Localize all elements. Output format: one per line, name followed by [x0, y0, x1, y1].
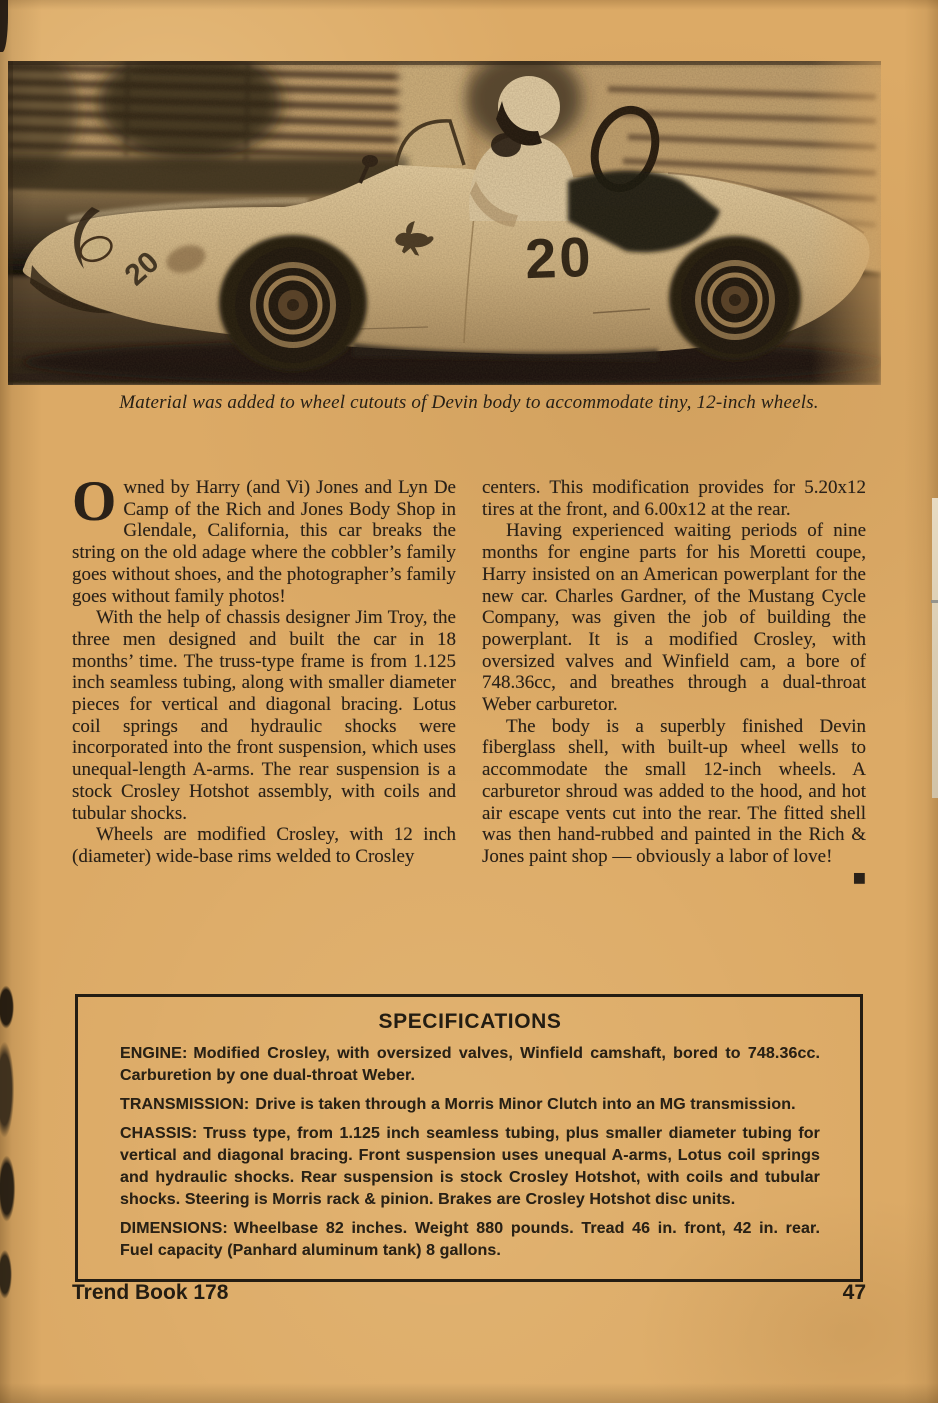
scan-edge-artifact: [932, 498, 938, 798]
race-car-photo-illustration: [8, 61, 881, 385]
end-of-article-mark: ■: [852, 869, 866, 886]
spec-text: Drive is taken through a Morris Minor Clutch into an MG transmission.: [255, 1096, 796, 1113]
spec-text: Truss type, from 1.125 inch seamless tubing, plus smaller diameter tubing for vertical and diagonal bracing. Front suspension uses unequal A-arms, Lotus coil springs and hydraulic shocks. Rear suspension is stock Crosley Hotshot, with coils and tubular shocks. Steering is Morris rack & pinion. Brakes are Crosley Hotshot disc units.: [120, 1125, 820, 1208]
drop-cap: O: [72, 470, 117, 533]
scan-edge-artifact: [0, 0, 8, 52]
footer-book-title: Trend Book 178: [72, 1281, 229, 1304]
article-paragraph: Wheels are modified Crosley, with 12 inch (diameter) wide-base rims welded to Crosley: [72, 824, 456, 867]
article-paragraph: The body is a superbly finished Devin fiberglass shell, with built-up wheel wells to accommodate the small 12-inch wheels. A carburetor shroud was added to the hood, and hot air escape vents cut into the rear. The fitted shell was then hand-rubbed and painted in the Rich & Jones paint shop — obviously a labor of love! ■: [482, 716, 866, 868]
page-footer: [72, 1281, 866, 1305]
spec-label: DIMENSIONS:: [120, 1220, 228, 1237]
footer-page-number: 47: [842, 1281, 866, 1304]
film-grain: [8, 61, 881, 385]
article-paragraph: Owned by Harry (and Vi) Jones and Lyn De Camp of the Rich and Jones Body Shop in Glendale, California, this car breaks the string on the old adage where the cobbler’s family goes without shoes, and the photographer’s family goes without family photos!: [72, 470, 456, 607]
article-column-right: [482, 477, 866, 889]
spec-entry: [120, 1218, 820, 1262]
scan-edge-artifact: [931, 600, 938, 603]
spec-entry: [120, 1123, 820, 1211]
article-paragraph: With the help of chassis designer Jim Troy, the three men designed and built the car in 18 months’ time. The truss-type frame is from 1.125 inch seamless tubing, along with smaller diameter pieces for vertical and diagonal bracing. Lotus coil springs and hydraulic shocks were incorporated into the front suspension, which uses unequal-length A-arms. The rear suspension is a stock Crosley Hotshot assembly, with coils and tubular shocks.: [72, 607, 456, 824]
article-column-left: [72, 470, 456, 889]
article-paragraph: Having experienced waiting periods of nine months for engine parts for his Moretti coupe, Harry insisted on an American powerplant for the new car. Charles Gardner, of the Mustang Cycle Company, was given the job of building the powerplant. It is a modified Crosley, with oversized valves and Winfield cam, a bore of 748.36cc, and breathes through a dual-throat Weber carburetor.: [482, 520, 866, 716]
spec-entry: [120, 1094, 820, 1116]
specifications-box: [75, 994, 863, 1282]
specifications-entries: [120, 1043, 820, 1262]
article-body: [72, 470, 866, 889]
specifications-title: SPECIFICATIONS: [378, 1010, 562, 1033]
magazine-photo: [8, 61, 881, 385]
photo-caption: Material was added to wheel cutouts of Devin body to accommodate tiny, 12-inch wheels.: [119, 392, 819, 413]
spec-label: CHASSIS:: [120, 1125, 198, 1142]
spec-label: ENGINE:: [120, 1045, 188, 1062]
spec-label: TRANSMISSION:: [120, 1096, 250, 1113]
spec-entry: [120, 1043, 820, 1087]
article-paragraph: centers. This modification provides for 5.20x12 tires at the front, and 6.00x12 at the rear.: [482, 477, 866, 520]
scan-edge-artifact: [0, 984, 16, 1314]
spec-text: Modified Crosley, with oversized valves, Winfield camshaft, bored to 748.36cc. Carburetion by one dual-throat Weber.: [120, 1045, 820, 1084]
spec-text: Wheelbase 82 inches. Weight 880 pounds. Tread 46 in. front, 42 in. rear. Fuel capacity (Panhard aluminum tank) 8 gallons.: [120, 1220, 820, 1259]
